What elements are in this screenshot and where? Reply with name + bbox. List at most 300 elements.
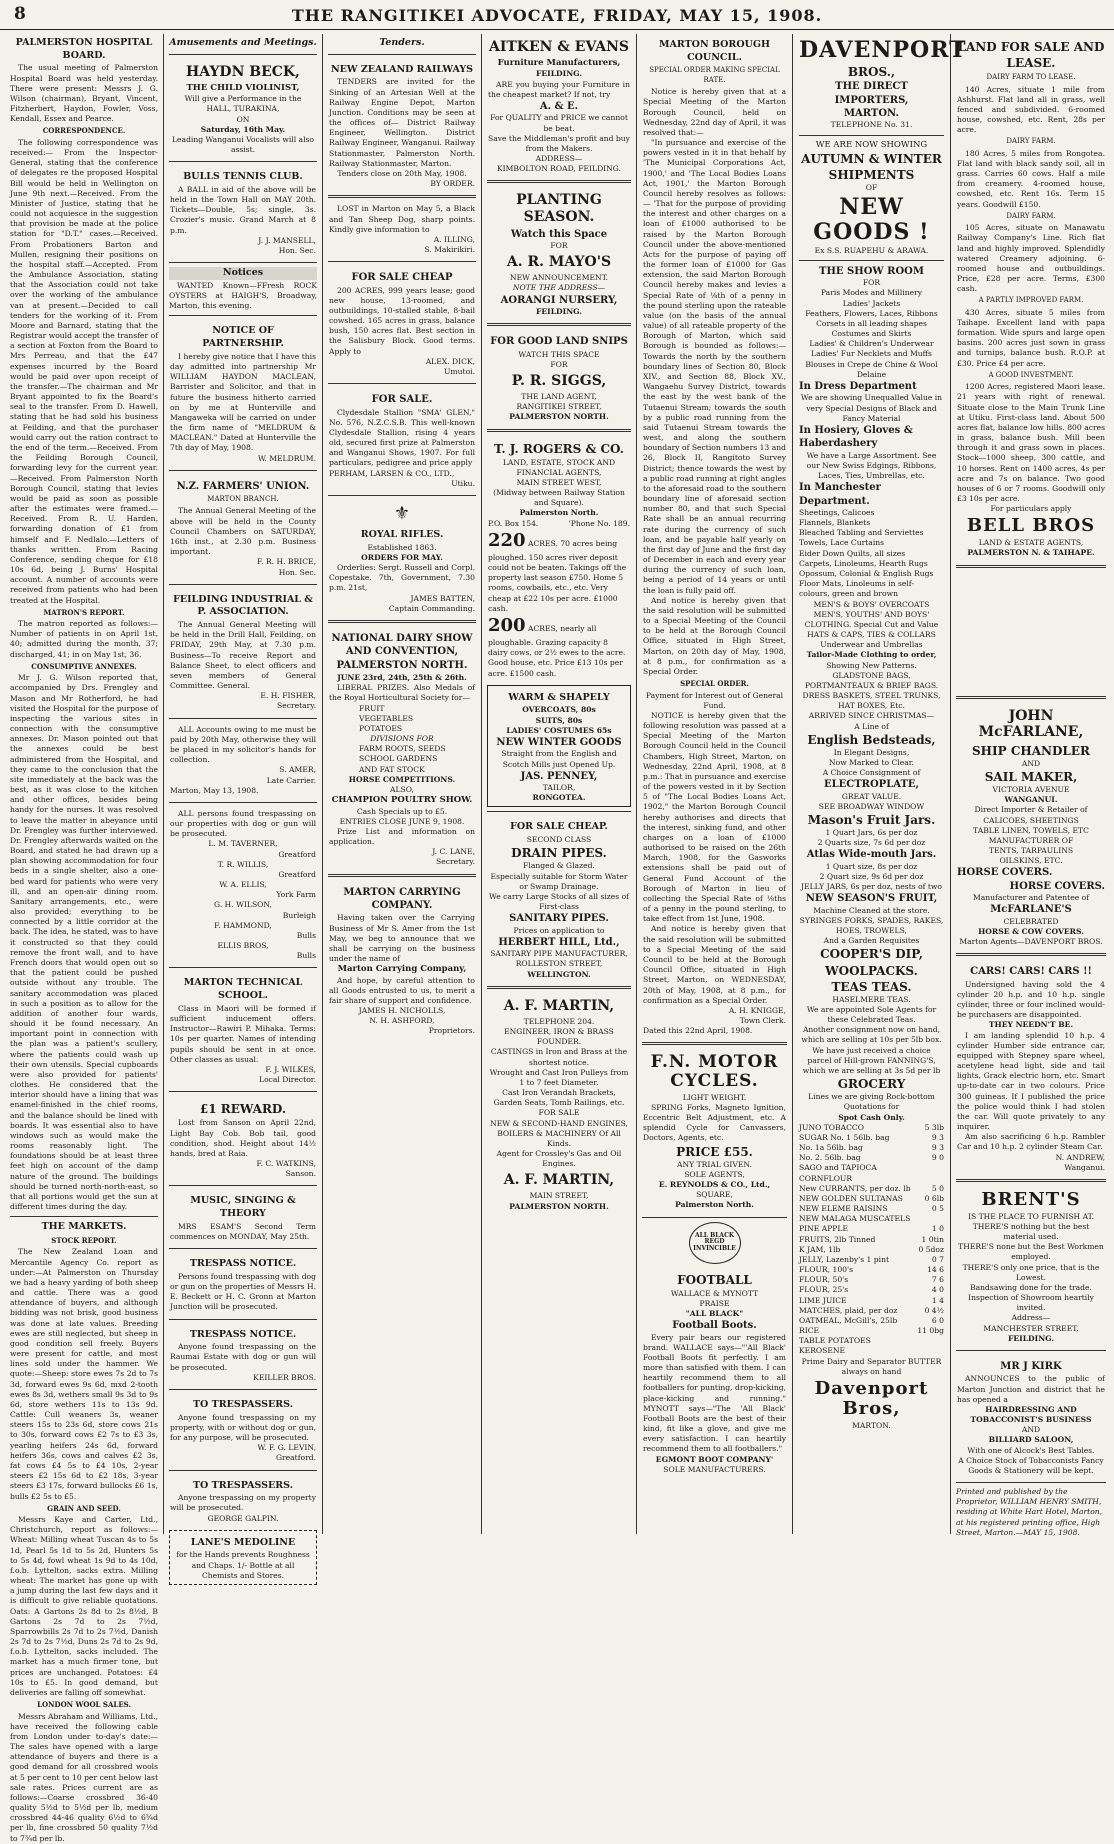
list-item: Flannels, Blankets bbox=[799, 518, 871, 528]
advert-text: Cash Specials up to £5. bbox=[356, 806, 448, 816]
advert-signature: F. HAMMOND, bbox=[214, 920, 272, 930]
advert-kirk bbox=[956, 1355, 1106, 1478]
grocery-price: 5 0 bbox=[931, 1183, 944, 1193]
list-item: Ladies' & Children's Underwear bbox=[809, 339, 934, 349]
badge-text: REGD bbox=[704, 1238, 725, 1246]
advert-text: HORSE COVERS. bbox=[957, 867, 1053, 879]
advert-signature: E. H. FISHER, bbox=[260, 691, 316, 701]
divider bbox=[487, 180, 631, 183]
section-heading: CORRESPONDENCE. bbox=[42, 126, 126, 136]
advert-brents bbox=[956, 1186, 1106, 1346]
advert-text: NEW ANNOUNCEMENT. bbox=[509, 273, 609, 283]
advert-signature: W. F. G. LEVIN, bbox=[257, 1443, 316, 1453]
advert-text: Clydesdale Stallion "SMA' GLEN," No. 576, N.Z.C.S.B. This well-known Clydesdale Stallion, rising 4 years old, secured first prize at Palmerston and Wanganui Shows, 1907. For full particulars, pedigree and price apply bbox=[329, 407, 475, 468]
advert-text: Especially suitable for Storm Water or Swamp Drainage. bbox=[490, 871, 628, 891]
advert-signature: Bulls bbox=[296, 951, 316, 961]
acreage-number: 220 bbox=[488, 529, 526, 551]
article-headline: THE MARKETS. bbox=[41, 1221, 127, 1233]
advert-title: MR J KIRK bbox=[1000, 1360, 1062, 1372]
advert-text: ENTRIES CLOSE JUNE 9, 1908. bbox=[339, 816, 465, 826]
list-item: FARM ROOTS, SEEDS bbox=[359, 744, 446, 754]
advert-text: We are showing Unequalled Value in very Special Designs of Black and Fancy Material bbox=[800, 393, 943, 423]
advert-text: In Manchester Department. bbox=[799, 482, 881, 507]
divider bbox=[328, 54, 476, 55]
grocery-price: 0 5doz bbox=[918, 1244, 944, 1254]
list-item: Corsets in all leading shapes bbox=[816, 318, 927, 328]
advert-text: PALMERSTON NORTH. bbox=[509, 1201, 609, 1211]
advert-text: THE LAND AGENT, bbox=[521, 391, 597, 401]
grocery-price: 1 0tin bbox=[921, 1234, 944, 1244]
advert-text: Anyone found trespassing on the Raumai Estate with dog or gun will be prosecuted. bbox=[170, 1342, 316, 1372]
grocery-row bbox=[799, 1214, 944, 1224]
advert-text: Persons found trespassing with dog or gun on the properties of Messrs H. E. Beckett or H. C. Gronn at Marton Junction will be prosecuted. bbox=[170, 1271, 316, 1312]
advert-text: FEILDING. bbox=[1007, 1333, 1054, 1343]
advert-signature: PERHAM, LARSEN & CO., LTD., bbox=[329, 468, 455, 478]
column-6 bbox=[794, 34, 967, 1534]
advert-text: Save the Middleman's profit and buy from the Makers. bbox=[488, 133, 630, 153]
grocery-row bbox=[799, 1143, 944, 1153]
grocery-item: NEW GOLDEN SULTANAS bbox=[799, 1193, 903, 1203]
divider bbox=[487, 986, 631, 989]
list-item: Feathers, Flowers, Laces, Ribbons bbox=[805, 308, 938, 318]
column-2 bbox=[165, 34, 321, 1580]
grocery-price: 0 4½ bbox=[924, 1305, 944, 1315]
advert-title: ROYAL RIFLES. bbox=[360, 529, 444, 540]
advert-text: HERBERT HILL, Ltd., bbox=[498, 936, 620, 948]
section-heading: GRAIN AND SEED. bbox=[47, 1503, 121, 1513]
grocery-item: JUNO TOBACCO bbox=[799, 1122, 864, 1132]
divider bbox=[956, 1482, 1106, 1483]
column-rule bbox=[792, 34, 793, 1534]
advert-text: SPRING Forks, Magneto Ignition, Eccentric Belt Adjustment, etc. A splendid Cycle for Canvassers, Doctors, Agents, etc. bbox=[643, 1102, 786, 1143]
advert-text: Payment for Interest out of General Fund. bbox=[645, 690, 784, 710]
column-5 bbox=[638, 34, 791, 1534]
advert-date: Tenders close on 20th May, 1908. bbox=[337, 168, 467, 178]
advert-text: WATCH THIS SPACE bbox=[518, 349, 600, 359]
advert-bulls-tennis bbox=[169, 166, 317, 258]
advert-text: BELL BROS bbox=[966, 515, 1096, 537]
advert-text: IS THE PLACE TO FURNISH AT. bbox=[967, 1211, 1095, 1221]
grocery-item: FRUITS, 2lb Tinned bbox=[799, 1234, 876, 1244]
advert-penney bbox=[487, 685, 631, 808]
advert-text: MRS ESAM'S Second Term commences on MONDAY, May 25th. bbox=[170, 1221, 316, 1241]
advert-date: JUNE 23rd, 24th, 25th & 26th. bbox=[337, 673, 467, 683]
advert-signature: F. J. WILKES, bbox=[265, 1064, 316, 1074]
advert-title: TO TRESPASSERS. bbox=[192, 1398, 294, 1410]
advert-title: DAVENPORT bbox=[799, 37, 967, 63]
advert-text: TEAS TEAS. bbox=[831, 979, 912, 994]
advert-signature: N. H. ASHFORD, bbox=[369, 1016, 435, 1026]
divider bbox=[169, 802, 317, 803]
advert-football-boots bbox=[642, 1267, 787, 1477]
advert-text: THE SHOW ROOM bbox=[819, 265, 924, 277]
advert-farmers-union bbox=[169, 475, 317, 580]
advert-text: Now Marked to Clear. bbox=[829, 757, 914, 767]
advert-text: CHAMPION POULTRY SHOW. bbox=[331, 795, 473, 806]
advert-title: BRENT'S bbox=[981, 1188, 1081, 1210]
blank-space bbox=[956, 572, 1106, 692]
advert-text: I hereby give notice that I have this day admitted into partnership Mr WILLIAM HAYDON MACLEAN, Barrister and Solicitor, and that in future the business hitherto carried on by me at Hunterville and Mangaweka will be carried on under the firm name of "MELDRUM & MACLEAN." Dated at Hunterville the 7th day of May, 1908. bbox=[170, 351, 316, 453]
acreage-number: 200 bbox=[488, 614, 526, 636]
advert-text: For QUALITY and PRICE we cannot be beat. bbox=[490, 113, 628, 133]
advert-text: 200 ACRES, 999 years lease; good new house, 13-roomed, and outbuildings, 10-stalled stable, 8-bail cowshed. 165 acres in grass, balance bush, 150 acres flat. Best section in the Salisbury Block. Good terms. Apply to bbox=[329, 285, 475, 356]
advert-title: HAYDN BECK, bbox=[186, 63, 300, 80]
divider bbox=[169, 1185, 317, 1186]
grocery-row bbox=[799, 1316, 944, 1326]
advert-text: SAIL MAKER, bbox=[984, 769, 1078, 784]
advert-text: HORSE & COW COVERS. bbox=[978, 926, 1084, 936]
advert-text: And hope, by careful attention to all Goods entrusted to us, to merit a fair share of support and confidence. bbox=[329, 975, 475, 1005]
grocery-item: LIME JUICE bbox=[799, 1295, 847, 1305]
advert-text: ACRES, nearly all ploughable. Grazing capacity 8 dairy cows, or 2½ ewes to the acre. Good house, etc. Price £13 10s per acre. £1500 cash. bbox=[488, 623, 626, 678]
advert-text: LOST in Marton on May 5, a Black and Tan Sheep Dog, sharp points. Kindly give information to bbox=[329, 204, 475, 234]
advert-stallion-sale bbox=[328, 388, 476, 491]
badge-text: ALL BLACK bbox=[694, 1231, 735, 1239]
advert-lost-dog bbox=[328, 202, 476, 257]
advert-title: NATIONAL DAIRY SHOW AND CONVENTION, PALMERSTON NORTH. bbox=[331, 632, 473, 671]
advert-fn-motor-cycles bbox=[642, 1049, 787, 1212]
list-item: Eider Down Quilts, all sizes bbox=[799, 548, 906, 558]
advert-text: Cast Iron Verandah Brackets, Garden Seats, Tomb Railings, etc. bbox=[493, 1088, 625, 1108]
advert-planting-season bbox=[487, 187, 631, 319]
grocery-item: SUGAR No. 1 56lb. bag bbox=[799, 1132, 890, 1142]
advert-text: Straight from the English and Scotch Mills just Opened Up. bbox=[501, 749, 617, 769]
advert-text: MAIN STREET WEST, bbox=[516, 477, 602, 487]
advert-text: 1 Quart size, 8s per doz bbox=[825, 861, 918, 871]
advert-text: We are appointed Sole Agents for these Celebrated Teas. bbox=[806, 1004, 937, 1025]
advert-text: The Annual General Meeting of the above will be held in the County Council Chambers on SATURDAY, 16th inst., at 2.30 p.m. Business important. bbox=[170, 506, 316, 557]
advert-text: THEY NEEDN'T BE. bbox=[988, 1020, 1074, 1030]
advert-text: FOR bbox=[862, 278, 881, 288]
list-item: POTATOES bbox=[359, 723, 403, 733]
advert-royal-rifles bbox=[328, 500, 476, 616]
grocery-item: OATMEAL, McGill's, 25lb bbox=[799, 1315, 898, 1325]
advert-text: ANY TRIAL GIVEN. bbox=[677, 1159, 752, 1169]
grocery-item: KEROSENE bbox=[799, 1346, 846, 1356]
grocery-price: 7 6 bbox=[931, 1275, 944, 1285]
column-rule bbox=[481, 34, 482, 1534]
advert-text: ANNOUNCES to the public of Marton Junction and district that he has opened a bbox=[957, 1374, 1105, 1404]
advert-text: LIBERAL PRIZES. Also Medals of the Royal Horticultural Society for— bbox=[329, 683, 475, 703]
advert-signature: N. ANDREW, bbox=[1055, 1152, 1105, 1162]
advert-title: TRESPASS NOTICE. bbox=[189, 1328, 297, 1340]
advert-text: 140 Acres, situate 1 mile from Ashhurst. Flat land all in grass, well fenced and subdivided. 6-roomed house, cowshed, etc. Rent, 28s per acre. bbox=[957, 84, 1105, 135]
advert-text: HALL, TURAKINA, bbox=[206, 104, 280, 114]
advert-text: ALL Accounts owing to me must be paid by 20th May, otherwise they will be placed in my solicitor's hands for collection. bbox=[170, 724, 316, 765]
advert-text: A BALL in aid of the above will be held in the Town Hall on MAY 20th. Tickets—Double, 5s; single, 3s. Crozier's music. Grand March at 8 p.m. bbox=[170, 184, 316, 235]
advert-text: ROLLESTON STREET, bbox=[515, 959, 603, 969]
advert-text: GREAT VALUE. bbox=[841, 791, 902, 801]
masthead bbox=[0, 0, 1114, 30]
advert-price: PRICE £55. bbox=[676, 1144, 753, 1159]
advert-text: LADIES' COSTUMES 65s bbox=[506, 725, 612, 735]
advert-signature: Hon. Sec. bbox=[278, 567, 316, 577]
grocery-item: NEW MALAGA MUSCATELS bbox=[799, 1214, 911, 1224]
advert-text: 'Phone No. 189. bbox=[568, 518, 630, 528]
advert-haydn-beck bbox=[169, 59, 317, 158]
advert-title: T. J. ROGERS & CO. bbox=[494, 441, 624, 456]
advert-text: Address— bbox=[1011, 1313, 1051, 1323]
advert-text: CELEBRATED bbox=[1003, 916, 1059, 926]
list-item: Blouses in Crepe de Chine & Wool Delaine bbox=[805, 359, 938, 379]
advert-text: MEN'S, YOUTHS' AND BOYS' CLOTHING. Special Cut and Value bbox=[804, 609, 939, 629]
advert-text: SOLE AGENTS, bbox=[684, 1169, 745, 1179]
advert-title: £1 REWARD. bbox=[199, 1102, 287, 1117]
grocery-row bbox=[799, 1326, 944, 1336]
advert-text: Watch this Space bbox=[510, 228, 608, 240]
divider bbox=[328, 195, 476, 198]
grocery-row bbox=[799, 1204, 944, 1214]
advert-title: FOR SALE CHEAP bbox=[351, 272, 453, 284]
grocery-row bbox=[799, 1336, 944, 1346]
advert-text: English Bedsteads, bbox=[807, 732, 936, 747]
column-rule bbox=[636, 34, 637, 1534]
grocery-item: TABLE POTATOES bbox=[799, 1336, 871, 1346]
advert-title: MUSIC, SINGING & THEORY bbox=[190, 1195, 296, 1220]
advert-accounts bbox=[169, 723, 317, 798]
grocery-row bbox=[799, 1123, 944, 1133]
advert-text: ACRES. 70 acres being ploughed. 150 acres river deposit could not be beaten. Takings off the property last season £750. Home 5 rooms, cowbails, etc., etc. Very cheap at £22 10s per acre. £1000 cash. bbox=[488, 538, 627, 613]
grocery-row bbox=[799, 1275, 944, 1285]
advert-text: THERE'S nothing but the best material used. bbox=[972, 1221, 1090, 1242]
advert-signature: Umutoi. bbox=[444, 366, 475, 376]
grocery-row bbox=[799, 1194, 944, 1204]
advert-text: In Dress Department bbox=[799, 380, 917, 392]
advert-text: RONGOTEA. bbox=[532, 793, 586, 803]
list-item: Towels, Lace Curtains bbox=[799, 538, 885, 548]
advert-text: WALLACE & MYNOTT bbox=[670, 1288, 759, 1298]
grocery-price: 0 6lb bbox=[924, 1193, 944, 1203]
advert-text: And notice is hereby given that the said resolution will be submitted to a Special Meeting of the Council to be held at the Borough Council Office, situated in High Street, Marton, on 20th day of May, 1908, at 8 p.m., for confirmation as a Special Order. bbox=[643, 595, 786, 676]
advert-text: HAIRDRESSING AND TOBACCONIST'S BUSINESS bbox=[970, 1404, 1092, 1425]
divider bbox=[642, 1217, 787, 1218]
divider bbox=[169, 1389, 317, 1390]
advert-borough-council bbox=[642, 34, 787, 1038]
advert-text: NEW WINTER GOODS bbox=[496, 736, 622, 748]
article-paragraph: Mr J. G. Wilson reported that, accompanied by Drs. Frengley and Mason and Mr Rotherford, he had visited the Hospital for the purpose of inspecting the various sites in connection with the consumptive annexes. Dr. Mason pointed out that the annexes could be best administered from the Hospital, and they came to the conclusion that the site immediately at the back was the best, as it was close to the kitchen and other offices, besides being handy for the nurses. It was resolved to leave the matter in abeyance until Dr. Frengley was further interviewed. Dr. Frengley afterwards waited on the Board, and stated he had drawn up a plan showing accommodation for four beds in a single shelter, also a one-bed ward for patients who were very ill, and an open-air dining room. Sanitary arrangements, etc., were also provided; everything to be connected by a little corridor at the back. The idea, he stated, was to have it constructed so that they could remove the front wall, and to have French doors that would open out so that the patient could be pushed outside without any trouble. The sanitary accommodation was placed in such a position as to allow for the addition of another four wards, should it be found necessary. An important point in connection with the plan was a patient's scullery, where the patients could wash up their own utensils. Special cupboards were also provided for patients' clothes. He considered that the interior should have a lining that was enamel-finished in the chief rooms, and the balance should be lined with boards. It was essential also to have windows such as would make the rooms reasonably light. The foundations should be at least three feet high on account of the damp nature of the ground. The buildings should be turned north-north-east, so that all portions would get the sun at different times during the day. bbox=[10, 673, 158, 1212]
advert-signature: Sanson. bbox=[285, 1169, 316, 1179]
advert-trespass-notice bbox=[169, 1253, 317, 1314]
advert-text: AND bbox=[1021, 1425, 1041, 1435]
advert-text: DRAIN PIPES. bbox=[511, 846, 607, 861]
advert-text: HASELMERE TEAS. bbox=[832, 994, 911, 1004]
advert-text: MANUFACTURER OF bbox=[988, 835, 1074, 845]
advert-text: COOPER'S DIP, bbox=[820, 947, 923, 962]
page-number: 8 bbox=[14, 4, 26, 24]
advert-text: Notice is hereby given that at a Special Meeting of the Marton Borough Council, held on Wednesday, 22nd day of April, it was resolved that:— bbox=[643, 87, 786, 137]
advert-text: ORDERS FOR MAY. bbox=[361, 552, 443, 562]
advert-text: Another consignment now on hand, which are selling at 10s per 5lb box. We have just received a choice parcel of Hill-grown FANNING'S, which we are selling at 3s 5d per lb bbox=[801, 1025, 942, 1075]
advert-text: 2 Quarts size, 7s 6d per doz bbox=[817, 838, 926, 848]
all-black-badge-icon bbox=[689, 1222, 741, 1264]
advert-subtitle: A GOOD INVESTMENT. bbox=[988, 370, 1074, 379]
divider bbox=[169, 1091, 317, 1092]
divider bbox=[487, 429, 631, 432]
advert-title: MARTON TECHNICAL SCHOOL. bbox=[183, 977, 303, 1002]
advert-signature: F. C. WATKINS, bbox=[256, 1159, 316, 1169]
advert-signature: J. J. MANSELL, bbox=[258, 235, 316, 245]
list-item: Sheetings, Calicoes bbox=[799, 507, 875, 517]
grocery-row bbox=[799, 1153, 944, 1163]
article-headline: PALMERSTON HOSPITAL BOARD. bbox=[15, 37, 153, 61]
advert-text: HATS & CAPS, TIES & COLLARS bbox=[807, 630, 936, 640]
advert-text: SUITS, 80s bbox=[535, 715, 583, 725]
advert-text: SANITARY PIPES. bbox=[509, 913, 609, 925]
advert-signature: S. AMER, bbox=[279, 765, 316, 775]
grocery-row bbox=[799, 1163, 944, 1173]
advert-text: OF bbox=[865, 183, 878, 193]
advert-aitken-evans bbox=[487, 34, 631, 176]
advert-subtitle: Furniture Manufacturers, bbox=[497, 58, 621, 69]
advert-text: GLADSTONE BAGS, PORTMANTEAUX & BRIEF BAGS. bbox=[804, 670, 939, 690]
section-header: Notices bbox=[169, 267, 317, 280]
advert-text: Ex S.S. RUAPEHU & ARAWA. bbox=[814, 245, 929, 255]
grocery-item: No. 1a 56lb. bag bbox=[799, 1143, 863, 1153]
advert-signature: GEORGE GALPIN. bbox=[207, 1513, 279, 1523]
advert-to-trespassers bbox=[169, 1394, 317, 1466]
advert-signature: KEILLER BROS. bbox=[253, 1372, 316, 1382]
advert-title: MARTON CARRYING COMPANY. bbox=[343, 886, 461, 911]
advert-text: PALMERSTON N. & TAIHAPE. bbox=[967, 548, 1095, 558]
advert-text: NEW & SECOND-HAND ENGINES, BOILERS & MACHINERY Of All Kinds. bbox=[490, 1118, 628, 1148]
column-1 bbox=[6, 34, 162, 1843]
advert-text: Class in Maori will be formed if sufficient inducement offers. Instructor—Rawiri P. Mihaka. Terms: 10s per quarter. Names of intending pupils should be sent in at once. Other classes as usual. bbox=[170, 1003, 316, 1064]
divider bbox=[642, 1042, 787, 1045]
advert-signature: W. A. ELLIS, bbox=[219, 880, 267, 890]
advert-text: NOTICE is hereby given that the following resolution was passed at a Special Meeting of the Marton Borough Council held in the Council Chambers, High Street, Marton, on Wednesday, 22nd April, 1908, at 8 p.m.: That in pursuance and exercise of the powers vested in it by Section 5 of "The Local Bodies Loans Act, 1902," the Marton Borough Council hereby authorises and directs that the interest, sinking fund, and other charges on a loan of £1000 authorised to be raised on the 26th March, 1908, for the Gasworks extensions shall be paid out of General Fund Account of the Borough of Marton in lieu of collecting the Special Rate of ⅛ths of a penny in the pound sterling, to take effect from 1st June, 1908. bbox=[643, 710, 786, 924]
advert-title: TO TRESPASSERS. bbox=[192, 1479, 294, 1491]
grocery-item: CORNFLOUR bbox=[799, 1173, 853, 1183]
advert-title: NEW ZEALAND RAILWAYS bbox=[330, 63, 474, 75]
advert-text: 180 Acres, 5 miles from Rongotea. Flat land with black sandy soil, all in grass. Carries 60 cows. Half a mile from creamery. 4-roomed house, cowshed, etc. Rent 16s. Term 15 years. Goodwill £150. bbox=[957, 148, 1105, 209]
advert-signature: Greatford. bbox=[275, 1453, 316, 1463]
advert-text: WE ARE NOW SHOWING bbox=[815, 139, 928, 150]
advert-text: SHIP CHANDLER bbox=[972, 743, 1090, 758]
advert-trespass-notice bbox=[169, 1324, 317, 1385]
grocery-row bbox=[799, 1265, 944, 1275]
advert-title: FOR SALE. bbox=[371, 394, 433, 406]
advert-text: SANITARY PIPE MANUFACTURER, bbox=[490, 949, 628, 959]
divider bbox=[956, 953, 1106, 956]
advert-oysters: WANTED Known—FFresh ROCK OYSTERS at HAIGH'S, Broadway, Marton, this evening. bbox=[169, 280, 317, 311]
section-header: Amusements and Meetings. bbox=[169, 37, 317, 48]
advert-text: CALICOES, SHEETINGS bbox=[983, 815, 1079, 825]
advert-text: KIMBOLTON ROAD, FEILDING. bbox=[496, 164, 622, 174]
advert-text: Underwear and Umbrellas bbox=[820, 640, 923, 650]
grocery-item: NEW ELEME RAISINS bbox=[799, 1204, 888, 1214]
advert-farm-sale bbox=[328, 266, 476, 379]
advert-signature: Secretary. bbox=[436, 857, 475, 867]
divider bbox=[328, 620, 476, 623]
grocery-price: 6 0 bbox=[931, 1315, 944, 1325]
advert-to-trespassers bbox=[169, 1475, 317, 1526]
list-item: FRUIT bbox=[359, 703, 385, 713]
grocery-price: 0 7 bbox=[931, 1254, 944, 1264]
advert-title: TRESPASS NOTICE. bbox=[189, 1258, 297, 1270]
advert-signature: Utiku. bbox=[451, 478, 475, 488]
advert-signature: Late Carrier. bbox=[266, 775, 316, 785]
advert-text: Atlas Wide-mouth Jars. bbox=[806, 849, 937, 861]
article-paragraph: Messrs Kaye and Carter, Ltd., Christchurch, report as follows:—Wheat: Milling wheat Tuscan 4s to 5s 1d, Pearl 5s 1d to 5s 2d, Hunters 5s to 5s 4d, fowl wheat 1s 9d to 4s 10d, f.o.b. Lyttelton, sacks extra. Milling wheat: The market has gone up with a jump during the last few days and it is difficult to give reliable quotations. Oats: A Gartons 2s 8d to 2s 8½d, B Gartons 2s 7d to 2s 7½d, Sparrowbills 2s 7d to 2s 7½d, Danish 2s 7d to 2s 7½d, Duns 2s 7d to 2s 9d, f.o.b. Lyttelton, sacks included. The market has a much firmer tone, but prices are unchanged. Potatoes: £4 10s to £5. In good demand, but deliveries are falling off somewhat. bbox=[10, 1515, 158, 1697]
advert-text: THERE'S only one price, that is the Lowest. bbox=[962, 1262, 1100, 1282]
grocery-item: FLOUR, 50's bbox=[799, 1275, 849, 1285]
advert-text: ALL persons found trespassing on our properties with dog or gun will be prosecuted. bbox=[170, 808, 316, 839]
list-item: AND FAT STOCK bbox=[359, 764, 425, 774]
advert-signature: Greatford bbox=[278, 849, 316, 859]
advert-title: AITKEN & EVANS bbox=[488, 39, 630, 55]
divider bbox=[169, 1248, 317, 1249]
advert-text: TABLE LINEN, TOWELS, ETC bbox=[973, 825, 1089, 835]
article-paragraph: The matron reported as follows:—Number of patients in on April 1st, 40; admitted during the month, 37; discharged, 41; in on May 1st, 36. bbox=[10, 619, 158, 659]
divider bbox=[799, 135, 944, 136]
advert-title: PLANTING SEASON. bbox=[516, 192, 602, 225]
advert-text: PRAISE bbox=[699, 1298, 730, 1308]
advert-text: Tailor-Made Clothing to order, bbox=[806, 650, 937, 660]
grocery-price: 14 6 bbox=[927, 1265, 944, 1275]
advert-title: FOOTBALL bbox=[677, 1272, 752, 1287]
grocery-price: 1 0 bbox=[931, 1224, 944, 1234]
advert-signature: Town Clerk. bbox=[739, 1016, 786, 1026]
advert-carrying-company bbox=[328, 881, 476, 1039]
advert-text: Undersigned having sold the 4 cylinder 20 h.p. and 10 h.p. single cylinder, three or four inclined would-be purchasers are disappointed. bbox=[957, 979, 1105, 1020]
grocery-item: SAGO and TAPIOCA bbox=[799, 1163, 877, 1173]
advert-text: OILSKINS, ETC. bbox=[999, 856, 1063, 866]
advert-text: Flanged & Glazed. bbox=[523, 861, 595, 871]
grocery-item: K JAM, 1lb bbox=[799, 1244, 841, 1254]
advert-text: BROS., bbox=[847, 65, 896, 80]
advert-text: McFARLANE'S bbox=[990, 904, 1072, 916]
grocery-item: PINE APPLE bbox=[799, 1224, 848, 1234]
advert-title: F.N. MOTOR CYCLES. bbox=[650, 1052, 779, 1092]
advert-text: AND bbox=[1021, 758, 1041, 768]
advert-dairy-show bbox=[328, 627, 476, 870]
advert-text: ARE you buying your Furniture in the cheapest market? If not, try bbox=[488, 79, 630, 99]
advert-drain-pipes bbox=[487, 816, 631, 981]
advert-text: ADDRESS— bbox=[535, 154, 583, 164]
advert-title: FOR SALE CHEAP. bbox=[510, 821, 608, 833]
advert-text: FOR bbox=[550, 240, 568, 250]
advert-signature: Local Director. bbox=[259, 1075, 316, 1085]
advert-signature: S. Makirikiri. bbox=[424, 245, 475, 255]
advert-text: ON bbox=[236, 114, 250, 124]
advert-title: N.Z. FARMERS' UNION. bbox=[176, 480, 310, 492]
advert-text: LIGHT WEIGHT. bbox=[682, 1092, 747, 1102]
advert-text: Direct Importer & Retailer of bbox=[974, 805, 1088, 815]
advert-text: A Choice Stock of Tobacconists Fancy Goods & Stationery will be kept. bbox=[958, 1455, 1104, 1475]
advert-text: LAND, ESTATE, STOCK AND FINANCIAL AGENTS, bbox=[502, 457, 616, 477]
advert-text: 105 Acres, situate on Manawatu Railway Company's Line. Rich flat land and highly improved. Splendidly watered Creamery adjoining. 6-roomed house and outbuildings. Price, £28 per acre. Terms, £300 cash. bbox=[957, 223, 1105, 294]
advert-text: FOR bbox=[550, 359, 568, 369]
printer-imprint: Printed and published by the Proprietor, WILLIAM HENRY SMITH, residing at White Hart Hotel, Marton, at his registered printing office, High Street, Marton.—MAY 15, 1908. bbox=[956, 1487, 1103, 1537]
grocery-row bbox=[799, 1174, 944, 1184]
divider bbox=[169, 1319, 317, 1320]
advert-text: MARTON. bbox=[852, 1420, 891, 1430]
divider bbox=[328, 261, 476, 262]
advert-subtitle: DAIRY FARM. bbox=[1006, 137, 1056, 146]
divider bbox=[487, 323, 631, 326]
advert-text: WANGANUI. bbox=[1004, 795, 1058, 805]
advert-signature: Burleigh bbox=[282, 910, 316, 920]
advert-text: For particulars apply bbox=[990, 504, 1072, 514]
advert-text: PALMERSTON NORTH. bbox=[509, 412, 609, 422]
advert-text: MEN'S & BOYS' OVERCOATS bbox=[813, 599, 930, 609]
advert-text: In Elegant Designs, bbox=[833, 747, 910, 757]
advert-davenport-bros bbox=[798, 34, 967, 1433]
advert-text: RANGITIKEI STREET, bbox=[516, 402, 602, 412]
advert-text: TENDERS are invited for the Sinking of an Artesian Well at the Railway Engine Depot, Marton Junction. Conditions may be seen at the offices of— District Railway Engineer, Wellington. District Railway Engineer, Wanganui. Railway Stationmaster, Palmerston North. Railway Stationmaster, Marton. bbox=[329, 77, 475, 168]
advert-text: ENGINEER, IRON & BRASS FOUNDER. bbox=[504, 1026, 614, 1047]
advert-text: Spot Cash Only. bbox=[838, 1112, 905, 1122]
